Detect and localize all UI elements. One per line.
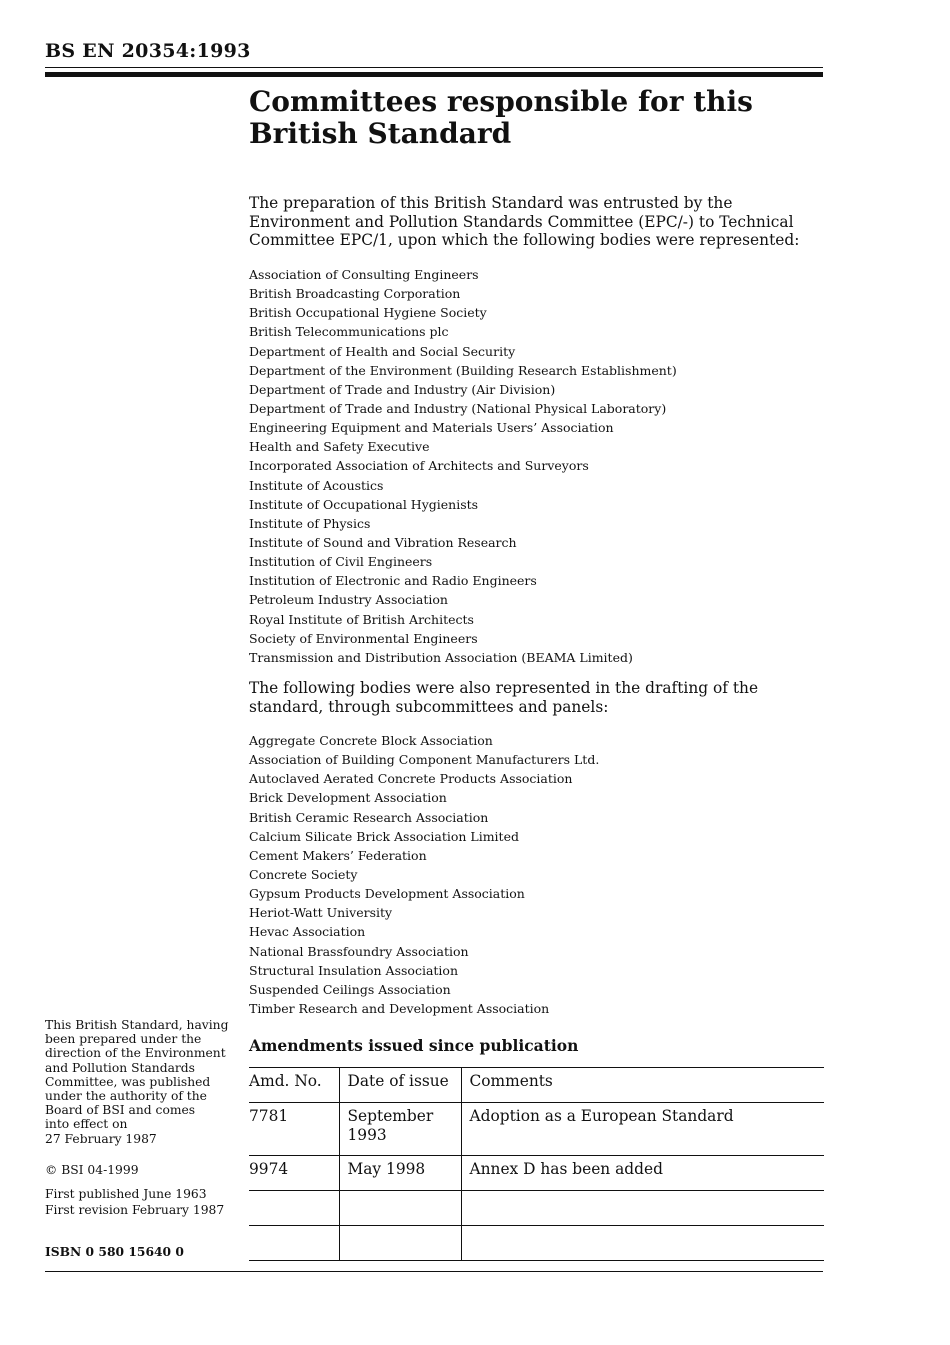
list-item: Autoclaved Aerated Concrete Products Association bbox=[249, 771, 573, 787]
comments-cell: Annex D has been added bbox=[461, 1156, 824, 1191]
date-cell: September 1993 bbox=[339, 1103, 461, 1156]
date-cell bbox=[339, 1226, 461, 1261]
represented-bodies-list bbox=[249, 265, 677, 667]
list-item: Engineering Equipment and Materials Users’ Association bbox=[249, 420, 614, 436]
amd-no-cell bbox=[249, 1226, 339, 1261]
publication-note-line: been prepared under the bbox=[45, 1032, 202, 1047]
page-title-line1: Committees responsible for this bbox=[249, 85, 753, 118]
publication-note-line: direction of the Environment bbox=[45, 1046, 226, 1061]
date-cell bbox=[339, 1191, 461, 1226]
publication-note-line: into effect on bbox=[45, 1117, 128, 1132]
table-row bbox=[249, 1191, 824, 1226]
list-item: British Telecommunications plc bbox=[249, 324, 449, 340]
list-item: Department of Health and Social Security bbox=[249, 343, 516, 359]
column-header-amd-no: Amd. No. bbox=[249, 1068, 339, 1103]
list-item: Department of Trade and Industry (National Physical Laboratory) bbox=[249, 400, 667, 416]
table-row bbox=[249, 1226, 824, 1261]
list-item: Transmission and Distribution Association (BEAMA Limited) bbox=[249, 649, 633, 665]
amendments-heading: Amendments issued since publication bbox=[249, 1036, 579, 1055]
list-item: British Broadcasting Corporation bbox=[249, 286, 461, 302]
column-header-comments: Comments bbox=[461, 1068, 824, 1103]
footer-rule bbox=[45, 1271, 823, 1272]
list-item: Aggregate Concrete Block Association bbox=[249, 733, 493, 748]
list-item: Institute of Sound and Vibration Research bbox=[249, 534, 517, 550]
header-rule-thin bbox=[45, 67, 823, 68]
table-row bbox=[249, 1156, 824, 1191]
list-item: Department of the Environment (Building Research Establishment) bbox=[249, 362, 677, 378]
column-header-date: Date of issue bbox=[339, 1068, 461, 1103]
publication-history bbox=[45, 1186, 224, 1218]
standard-code: BS EN 20354:1993 bbox=[45, 40, 251, 62]
copyright-notice: © BSI 04-1999 bbox=[45, 1163, 139, 1177]
list-item: Calcium Silicate Brick Association Limited bbox=[249, 828, 519, 844]
publication-note bbox=[45, 1018, 230, 1146]
list-item: Institute of Physics bbox=[249, 515, 371, 531]
isbn: ISBN 0 580 15640 0 bbox=[45, 1244, 184, 1259]
list-item: Institute of Occupational Hygienists bbox=[249, 496, 479, 512]
comments-cell bbox=[461, 1191, 824, 1226]
list-item: British Ceramic Research Association bbox=[249, 809, 489, 825]
list-item: Hevac Association bbox=[249, 924, 366, 940]
amendments-table bbox=[249, 1067, 824, 1261]
list-item: Suspended Ceilings Association bbox=[249, 981, 451, 997]
comments-cell: Adoption as a European Standard bbox=[461, 1103, 824, 1156]
list-item: Institution of Civil Engineers bbox=[249, 554, 433, 570]
list-item: Society of Environmental Engineers bbox=[249, 630, 478, 646]
subcommittee-bodies-list bbox=[249, 731, 599, 1018]
first-published: First published June 1963 bbox=[45, 1187, 207, 1201]
publication-note-line: 27 February 1987 bbox=[45, 1131, 157, 1146]
list-item: Health and Safety Executive bbox=[249, 439, 430, 455]
list-item: Incorporated Association of Architects and Surveyors bbox=[249, 458, 589, 474]
list-item: Gypsum Products Development Association bbox=[249, 886, 525, 902]
also-represented-paragraph: The following bodies were also represented in the drafting of the standard, through subcommittees and panels: bbox=[249, 679, 759, 716]
publication-note-line: Board of BSI and comes bbox=[45, 1103, 196, 1118]
list-item: Heriot-Watt University bbox=[249, 905, 393, 921]
list-item: Royal Institute of British Architects bbox=[249, 611, 474, 627]
list-item: Petroleum Industry Association bbox=[249, 592, 448, 608]
list-item: Timber Research and Development Association bbox=[249, 1000, 550, 1016]
list-item: Concrete Society bbox=[249, 866, 358, 882]
list-item: Association of Consulting Engineers bbox=[249, 267, 479, 282]
page-title-line2: British Standard bbox=[249, 117, 512, 150]
publication-note-line: and Pollution Standards bbox=[45, 1060, 195, 1075]
first-revision: First revision February 1987 bbox=[45, 1203, 225, 1217]
list-item: Institution of Electronic and Radio Engineers bbox=[249, 573, 537, 589]
date-cell: May 1998 bbox=[339, 1156, 461, 1191]
comments-cell bbox=[461, 1226, 824, 1261]
header-rule-thick bbox=[45, 72, 823, 77]
publication-note-line: Committee, was published bbox=[45, 1074, 211, 1089]
list-item: Association of Building Component Manufacturers Ltd. bbox=[249, 752, 600, 768]
list-item: Institute of Acoustics bbox=[249, 477, 384, 493]
list-item: British Occupational Hygiene Society bbox=[249, 305, 487, 321]
list-item: Department of Trade and Industry (Air Division) bbox=[249, 381, 556, 397]
amd-no-cell bbox=[249, 1191, 339, 1226]
publication-note-line: under the authority of the bbox=[45, 1089, 207, 1104]
page-title bbox=[249, 86, 819, 150]
intro-paragraph: The preparation of this British Standard was entrusted by the Environment and Pollution Standards Committee (EPC/-) to Technical Committee EPC/1, upon which the following bodies were represented: bbox=[249, 194, 800, 249]
list-item: Brick Development Association bbox=[249, 790, 447, 806]
table-row bbox=[249, 1103, 824, 1156]
publication-note-line: This British Standard, having bbox=[45, 1018, 229, 1032]
list-item: Cement Makers’ Federation bbox=[249, 847, 427, 863]
amd-no-cell: 9974 bbox=[249, 1156, 339, 1191]
list-item: National Brassfoundry Association bbox=[249, 943, 469, 959]
amd-no-cell: 7781 bbox=[249, 1103, 339, 1156]
list-item: Structural Insulation Association bbox=[249, 962, 458, 978]
table-header-row bbox=[249, 1068, 824, 1103]
